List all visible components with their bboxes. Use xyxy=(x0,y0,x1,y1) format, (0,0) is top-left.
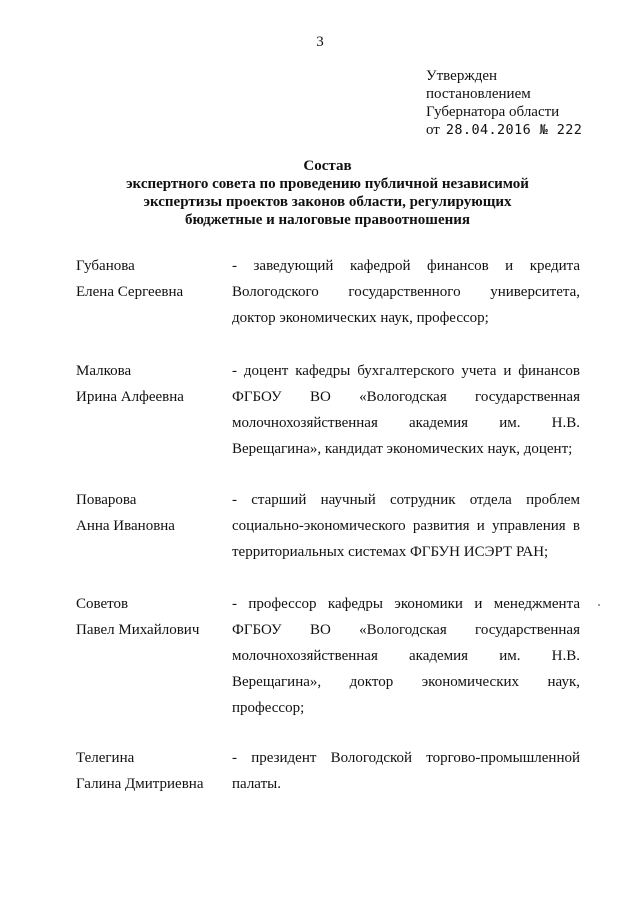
description-line: социально-экономического развития и управления в xyxy=(232,518,580,534)
description-line: - профессор кафедры экономики и менеджмента xyxy=(232,596,580,612)
description-line: ФГБОУ ВО «Вологодская государственная xyxy=(232,622,580,638)
scan-speck xyxy=(598,604,600,606)
document-title xyxy=(80,157,575,229)
description-line: палаты. xyxy=(232,776,281,792)
member-given-name: Елена Сергеевна xyxy=(76,284,184,300)
title-line: Состав xyxy=(303,158,352,174)
member-description xyxy=(232,358,580,462)
description-line: Верещагина», доктор экономических наук, xyxy=(232,674,580,690)
member-surname: Поварова xyxy=(76,492,137,508)
member-surname: Телегина xyxy=(76,750,135,766)
member-description xyxy=(232,745,580,797)
description-line: доктор экономических наук, профессор; xyxy=(232,310,489,326)
description-line: ФГБОУ ВО «Вологодская государственная xyxy=(232,389,580,405)
approval-line: Губернатора области xyxy=(426,104,560,120)
member-description xyxy=(232,591,580,721)
description-line: молочнохозяйственная академия им. Н.В. xyxy=(232,415,580,431)
member-surname: Губанова xyxy=(76,258,135,274)
member-description xyxy=(232,253,580,331)
approval-date-line xyxy=(426,121,582,139)
title-line: экспертного совета по проведению публичной независимой xyxy=(126,176,529,192)
title-line: бюджетные и налоговые правоотношения xyxy=(184,212,471,228)
member-name xyxy=(76,745,226,797)
approval-line: Утвержден xyxy=(426,68,498,84)
approval-line: постановлением xyxy=(426,86,531,102)
member-name xyxy=(76,358,226,410)
description-line: - заведующий кафедрой финансов и кредита xyxy=(232,258,580,274)
member-given-name: Анна Ивановна xyxy=(76,518,175,534)
member-given-name: Павел Михайлович xyxy=(76,622,200,638)
member-surname: Советов xyxy=(76,596,129,612)
description-line: - доцент кафедры бухгалтерского учета и финансов xyxy=(232,363,580,379)
description-line: профессор; xyxy=(232,700,305,716)
member-surname: Малкова xyxy=(76,363,132,379)
description-line: Верещагина», кандидат экономических наук, доцент; xyxy=(232,441,573,457)
approval-date-number: 28.04.2016 № 222 xyxy=(445,122,583,138)
member-given-name: Ирина Алфеевна xyxy=(76,389,184,405)
description-line: территориальных системах ФГБУН ИСЭРТ РАН; xyxy=(232,544,549,560)
member-name xyxy=(76,591,226,643)
description-line: молочнохозяйственная академия им. Н.В. xyxy=(232,648,580,664)
approval-stamp xyxy=(426,67,582,139)
description-line: - президент Вологодской торгово-промышленной xyxy=(232,750,580,766)
description-line: - старший научный сотрудник отдела проблем xyxy=(232,492,580,508)
approval-from: от xyxy=(426,122,440,138)
member-description xyxy=(232,487,580,565)
page-number: 3 xyxy=(316,34,324,50)
member-given-name: Галина Дмитриевна xyxy=(76,776,204,792)
member-name xyxy=(76,487,226,539)
title-line: экспертизы проектов законов области, регулирующих xyxy=(143,194,512,210)
description-line: Вологодского государственного университета, xyxy=(232,284,580,300)
member-name xyxy=(76,253,226,305)
